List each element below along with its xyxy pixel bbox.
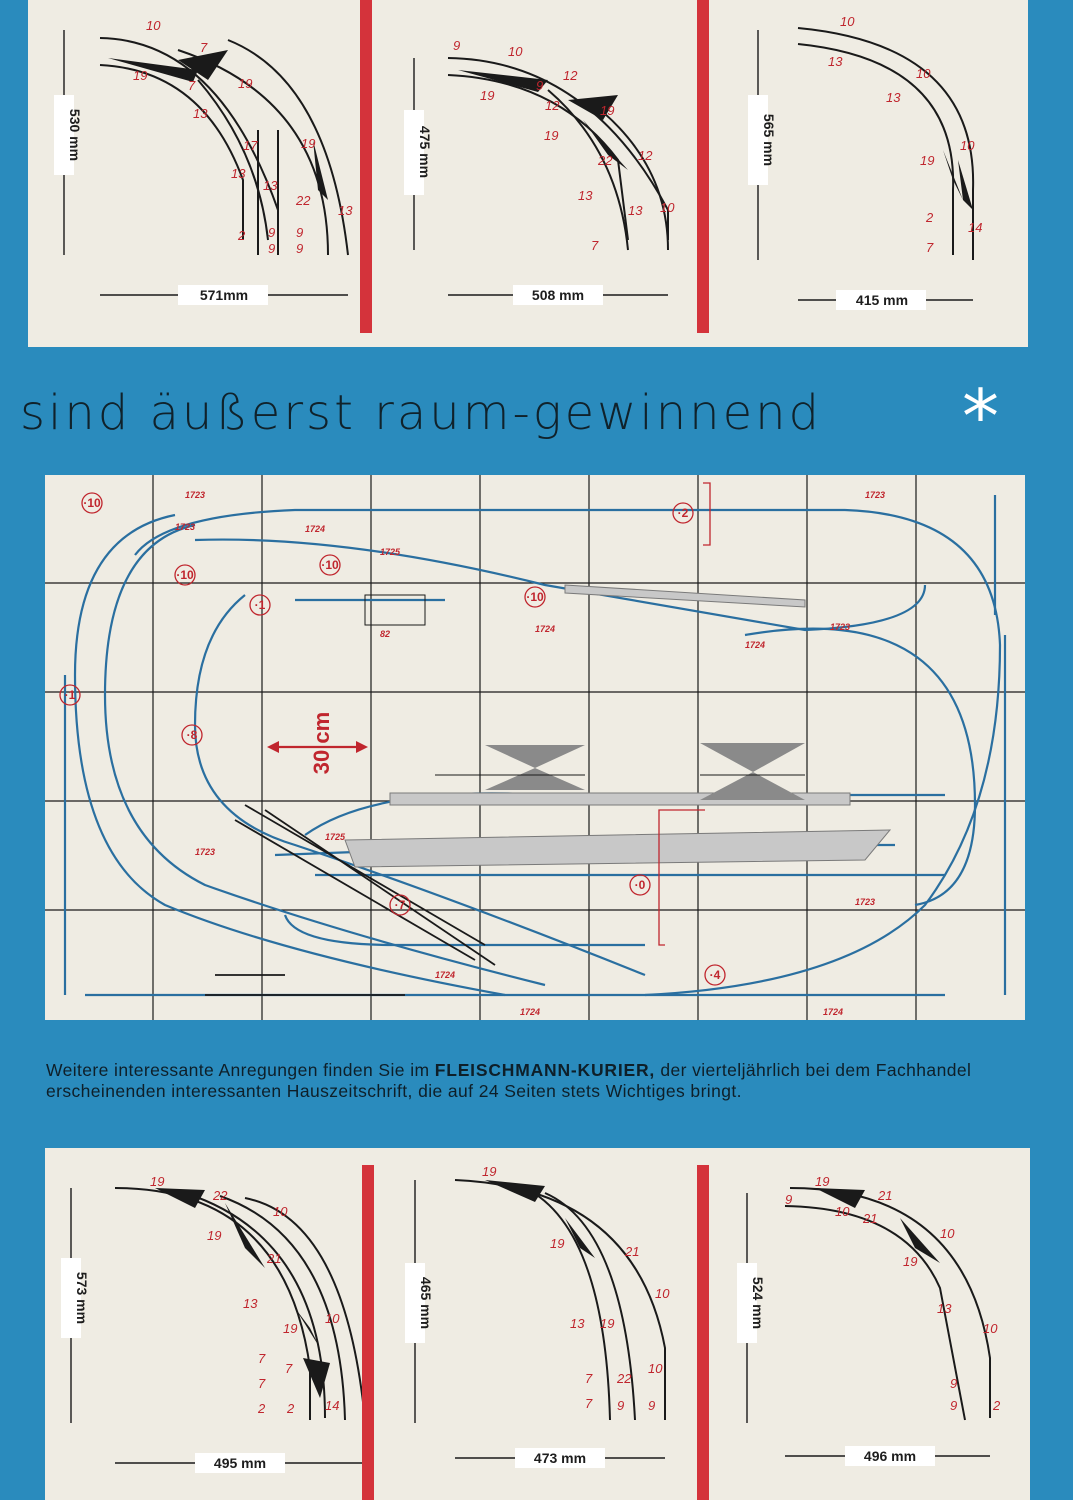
track-label: 2 (993, 1398, 1001, 1413)
track-label: 9 (296, 225, 304, 240)
layout-marker: ·4 (709, 968, 721, 982)
track-label: 10 (648, 1361, 663, 1376)
track-label: 14 (968, 220, 983, 235)
track-label: 22 (213, 1188, 228, 1203)
track-label: 7 (258, 1376, 266, 1391)
track-label: 10 (146, 18, 161, 33)
track-label: 13 (338, 203, 353, 218)
track-label: 13 (628, 203, 643, 218)
track-label: 9 (268, 241, 276, 256)
track-label: 2 (258, 1401, 266, 1416)
layout-marker: ·8 (186, 728, 198, 742)
track-label: 10 (508, 44, 523, 59)
layout-plan (45, 475, 1025, 1020)
track-label: 19 (150, 1174, 165, 1189)
red-divider (697, 1165, 709, 1500)
track-label: 10 (273, 1204, 288, 1219)
track-label: 19 (815, 1174, 830, 1189)
track-label: 10 (983, 1321, 998, 1336)
track-label: 12 (545, 98, 560, 113)
top-diagrams (28, 0, 1028, 347)
asterisk-icon: * (962, 374, 999, 460)
track-type-label: 1724 (520, 1007, 541, 1017)
track-label: 10 (960, 138, 975, 153)
top-diagram-3-height: 565 mm (761, 113, 777, 167)
track-label: 13 (193, 106, 208, 121)
track-label: 9 (648, 1398, 656, 1413)
track-label: 19 (301, 136, 316, 151)
track-label: 13 (937, 1301, 952, 1316)
layout-marker: ·2 (677, 506, 689, 520)
layout-marker: ·10 (526, 590, 544, 604)
track-label: 9 (296, 241, 304, 256)
track-label: 13 (570, 1316, 585, 1331)
track-type-label: 1724 (435, 970, 456, 980)
track-label: 12 (638, 148, 653, 163)
top-diagram-2-width: 508 mm (531, 287, 585, 303)
track-label: 10 (916, 66, 931, 81)
layout-marker: ·0 (634, 878, 646, 892)
track-label: 19 (207, 1228, 222, 1243)
layout-marker: ·10 (321, 558, 339, 572)
track-label: 19 (482, 1164, 497, 1179)
track-label: 7 (926, 240, 934, 255)
track-label: 2 (238, 228, 246, 243)
track-type-label: 1723 (195, 847, 216, 857)
track-label: 21 (878, 1188, 893, 1203)
layout-marker: ·10 (83, 496, 101, 510)
track-label: 13 (243, 1296, 258, 1311)
track-label: 12 (563, 68, 578, 83)
track-type-label: 1725 (380, 547, 401, 557)
track-label: 9 (785, 1192, 793, 1207)
red-divider (362, 1165, 374, 1500)
red-divider (697, 0, 709, 333)
track-label: 19 (283, 1321, 298, 1336)
track-label: 10 (660, 200, 675, 215)
track-label: 7 (258, 1351, 266, 1366)
track-label: 21 (267, 1251, 282, 1266)
scale-label: 30 cm (309, 711, 334, 775)
track-label: 10 (835, 1204, 850, 1219)
track-label: 10 (840, 14, 855, 29)
track-label: 7 (585, 1396, 593, 1411)
track-label: 13 (828, 54, 843, 69)
bottom-diagram-1-height: 573 mm (74, 1271, 90, 1325)
caption-text: Weitere interessante Anregungen finden Sie im (46, 1060, 435, 1080)
layout-marker: ·1 (254, 598, 266, 612)
track-label: 2 (926, 210, 934, 225)
track-label: 22 (598, 153, 613, 168)
track-type-label: 1724 (305, 524, 326, 534)
track-label: 7 (285, 1361, 293, 1376)
top-diagram-3-width: 415 mm (855, 292, 909, 308)
track-label: 22 (296, 193, 311, 208)
track-label: 7 (591, 238, 599, 253)
bottom-diagram-2-height: 465 mm (418, 1276, 434, 1330)
caption (46, 1060, 1036, 1102)
track-type-label: 1724 (535, 624, 556, 634)
track-type-label: 1723 (855, 897, 876, 907)
track-label: 9 (617, 1398, 625, 1413)
layout-plan-panel (45, 475, 1025, 1020)
track-label: 9 (950, 1398, 958, 1413)
track-label: 19 (480, 88, 495, 103)
brand-name: FLEISCHMANN-KURIER, (434, 1060, 656, 1080)
track-label: 19 (238, 76, 253, 91)
track-type-label: 1724 (745, 640, 766, 650)
track-label: 19 (133, 68, 148, 83)
track-label: 21 (863, 1211, 878, 1226)
caption-text: der vierteljährlich bei dem Fachhandel erscheinenden interessanten Hauszeitschrift, die auf 24 Seiten stets Wichtiges bringt. (46, 1060, 972, 1101)
bottom-panel (45, 1148, 1030, 1500)
track-label: 2 (287, 1401, 295, 1416)
track-label: 7 (200, 40, 208, 55)
track-label: 21 (625, 1244, 640, 1259)
bottom-diagram-3-width: 496 mm (863, 1448, 917, 1464)
track-label: 9 (536, 78, 544, 93)
top-diagram-1-width: 571mm (199, 287, 249, 303)
track-label: 9 (453, 38, 461, 53)
track-type-label: 1723 (830, 622, 851, 632)
track-label: 17 (243, 138, 258, 153)
bottom-diagram-2-width: 473 mm (533, 1450, 587, 1466)
track-label: 9 (268, 225, 276, 240)
track-label: 13 (578, 188, 593, 203)
track-label: 7 (585, 1371, 593, 1386)
track-label: 13 (886, 90, 901, 105)
track-label: 9 (950, 1376, 958, 1391)
track-label: 19 (920, 153, 935, 168)
track-label: 10 (655, 1286, 670, 1301)
track-type-label: 1725 (325, 832, 346, 842)
track-type-label: 1723 (865, 490, 886, 500)
layout-marker: ·1 (64, 688, 76, 702)
layout-marker: ·7 (394, 898, 406, 912)
track-type-label: 1724 (823, 1007, 844, 1017)
bottom-diagrams (45, 1148, 1030, 1500)
headline: sind äußerst raum-gewinnend (20, 385, 822, 441)
track-label: 19 (600, 103, 615, 118)
track-label: 19 (544, 128, 559, 143)
track-label: 19 (903, 1254, 918, 1269)
track-type-label: 1723 (185, 490, 206, 500)
track-label: 13 (231, 166, 246, 181)
track-label: 19 (550, 1236, 565, 1251)
top-diagram-1-height: 530 mm (67, 108, 83, 162)
layout-marker: ·10 (176, 568, 194, 582)
red-divider (360, 0, 372, 333)
track-type-label: 1723 (175, 522, 196, 532)
bottom-diagram-3-height: 524 mm (750, 1276, 766, 1330)
top-diagram-2-height: 475 mm (417, 125, 433, 179)
top-panel (28, 0, 1028, 347)
track-label: 13 (263, 178, 278, 193)
part-label: 82 (380, 629, 391, 639)
bottom-diagram-1-width: 495 mm (213, 1455, 267, 1471)
track-label: 19 (600, 1316, 615, 1331)
track-label: 14 (325, 1398, 340, 1413)
track-label: 10 (325, 1311, 340, 1326)
track-label: 10 (940, 1226, 955, 1241)
track-label: 7 (188, 78, 196, 93)
track-label: 22 (617, 1371, 632, 1386)
